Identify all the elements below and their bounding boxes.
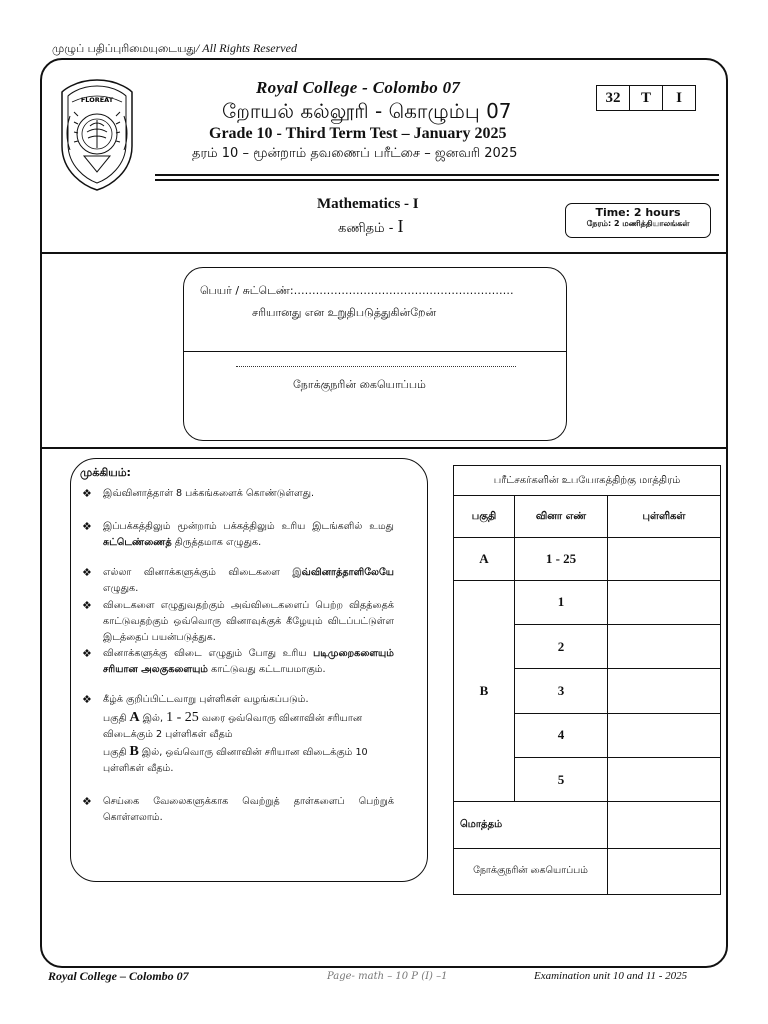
question-number: 4 — [515, 713, 608, 757]
diamond-bullet-icon: ❖ — [82, 795, 92, 808]
rights-tamil: முழுப் பதிப்புரிமையுடையது — [52, 42, 196, 55]
diamond-bullet-icon: ❖ — [82, 520, 92, 533]
question-number: 5 — [515, 757, 608, 801]
instruction-text: விடைகளை எழுதுவதற்கும் அவ்விடைகளைப் பெற்ற விதத்தைக் காட்டுவதற்கும் ஒவ்வொரு வினாவுக்குக் கீழேயும் விடப்பட்டுள்ள இடத்தைப் பயன்படுத்துக. — [103, 600, 394, 643]
crest-motto: FLOREAT — [80, 96, 114, 104]
time-english: Time: 2 hours — [595, 206, 681, 219]
instruction-text: இவ்வினாத்தாள் 8 பக்கங்களைக் கொண்டுள்ளது. — [103, 488, 315, 499]
examiner-marks-table — [453, 465, 721, 895]
instruction-item — [82, 646, 394, 678]
diamond-bullet-icon: ❖ — [82, 487, 92, 500]
question-marks-cell[interactable] — [608, 625, 721, 669]
instruction-item — [82, 519, 394, 551]
column-header-part: பகுதி — [454, 496, 515, 538]
instruction-text: செய்கை வேலைகளுக்காக வெற்றுத் தாள்களைப் பெற்றுக் கொள்ளலாம். — [103, 796, 394, 823]
examiner-signature-label: நோக்குநரின் கையொப்பம் — [454, 848, 608, 894]
question-number: 1 — [515, 580, 608, 624]
instruction-item — [82, 565, 394, 597]
school-crest-icon — [54, 76, 140, 194]
part-a-marking-rule: பகுதி A இல், 1 - 25 வரை ஒவ்வொரு வினாவின் சரியான விடைக்கும் 2 புள்ளிகள் வீதம் — [103, 710, 363, 740]
footer-page: Page- math – 10 P (I) –1 — [327, 971, 448, 982]
diamond-bullet-icon: ❖ — [82, 599, 92, 612]
question-number: 3 — [515, 669, 608, 713]
total-label: மொத்தம் — [454, 802, 608, 848]
school-name-tamil: றோயல் கல்லூரி - கொழும்பு 07 — [222, 99, 512, 123]
invigilator-signature-label: நோக்குநரின் கையொப்பம் — [293, 378, 426, 391]
table-row — [454, 538, 721, 580]
instruction-text: இப்பக்கத்திலும் மூன்றாம் பக்கத்திலும் உரிய இடங்களில் உமது சுட்டெண்ணைத் திருத்தமாக எழுதுக. — [103, 521, 394, 548]
part-a-cell: A — [454, 538, 515, 580]
name-box-divider — [183, 351, 567, 352]
rights-english: / All Rights Reserved — [195, 41, 297, 55]
examiner-signature-cell[interactable] — [608, 848, 721, 894]
signature-line[interactable] — [236, 366, 516, 367]
instruction-item — [82, 794, 394, 826]
subject-tamil-numeral: I — [397, 216, 404, 236]
table-header-row — [454, 496, 721, 538]
diamond-bullet-icon: ❖ — [82, 647, 92, 660]
school-name-english: Royal College - Colombo 07 — [256, 78, 461, 97]
subject-english: Mathematics - I — [317, 196, 419, 212]
instructions-title: முக்கியம்: — [80, 466, 131, 479]
diamond-bullet-icon: ❖ — [82, 566, 92, 579]
column-header-marks: புள்ளிகள் — [608, 496, 721, 538]
header-rule-top — [155, 174, 719, 176]
question-number: 2 — [515, 625, 608, 669]
footer-school: Royal College – Colombo 07 — [48, 969, 189, 983]
name-index-field[interactable]: பெயர் / சுட்டெண்:…………………………………………………… — [200, 284, 514, 297]
section-divider-2 — [40, 447, 726, 449]
table-row — [454, 580, 721, 624]
paper-code-number: 32 — [597, 86, 630, 110]
instruction-text: வினாக்களுக்கு விடை எழுதும் போது உரிய படிமுறைகளையும் சரியான அலகுகளையும் காட்டுவது கட்டாயமாகும். — [103, 648, 394, 675]
instruction-text: எல்லா வினாக்களுக்கும் விடைகளை இவ்வினாத்தாளிலேயே எழுதுக. — [103, 567, 394, 594]
subject-tamil — [338, 216, 404, 237]
part-a-marks-cell[interactable] — [608, 538, 721, 580]
instruction-item — [82, 692, 394, 708]
rights-notice — [52, 41, 297, 57]
time-box — [565, 203, 711, 238]
test-title-tamil: தரம் 10 – மூன்றாம் தவணைப் பரீட்சை – ஜனவரி 2025 — [192, 146, 518, 161]
paper-code-part: I — [676, 90, 682, 106]
marks-table-title: பரீட்சகர்களின் உபயோகத்திற்கு மாத்திரம் — [454, 466, 721, 496]
footer-exam-unit: Examination unit 10 and 11 - 2025 — [534, 970, 688, 982]
part-b-cell: B — [454, 580, 515, 801]
test-title-english: Grade 10 - Third Term Test – January 2025 — [209, 125, 507, 142]
column-header-question: வினா எண் — [515, 496, 608, 538]
question-marks-cell[interactable] — [608, 713, 721, 757]
question-marks-cell[interactable] — [608, 669, 721, 713]
section-divider-1 — [40, 252, 726, 254]
time-tamil: நேரம்: 2 மணித்தியாலங்கள் — [586, 219, 690, 228]
subject-tamil-text: கணிதம் - — [338, 221, 394, 236]
confirmation-text: சரியானது என உறுதிபடுத்துகின்றேன் — [252, 306, 437, 319]
diamond-bullet-icon: ❖ — [82, 693, 92, 706]
part-b-marking-rule: பகுதி B இல், ஒவ்வொரு வினாவின் சரியான விடைக்கும் 10 புள்ளிகள் வீதம். — [103, 744, 368, 774]
paper-code — [596, 85, 696, 111]
instruction-item — [82, 598, 394, 646]
question-marks-cell[interactable] — [608, 580, 721, 624]
instruction-text: கீழ்க் குறிப்பிட்டவாறு புள்ளிகள் வழங்கப்படும். — [103, 694, 309, 705]
header-rule-bottom — [155, 179, 719, 181]
table-row — [454, 848, 721, 894]
instruction-item — [82, 486, 394, 502]
part-a-range: 1 - 25 — [515, 538, 608, 580]
question-marks-cell[interactable] — [608, 757, 721, 801]
table-row — [454, 802, 721, 848]
total-marks-cell[interactable] — [608, 802, 721, 848]
paper-code-medium: T — [630, 86, 663, 110]
